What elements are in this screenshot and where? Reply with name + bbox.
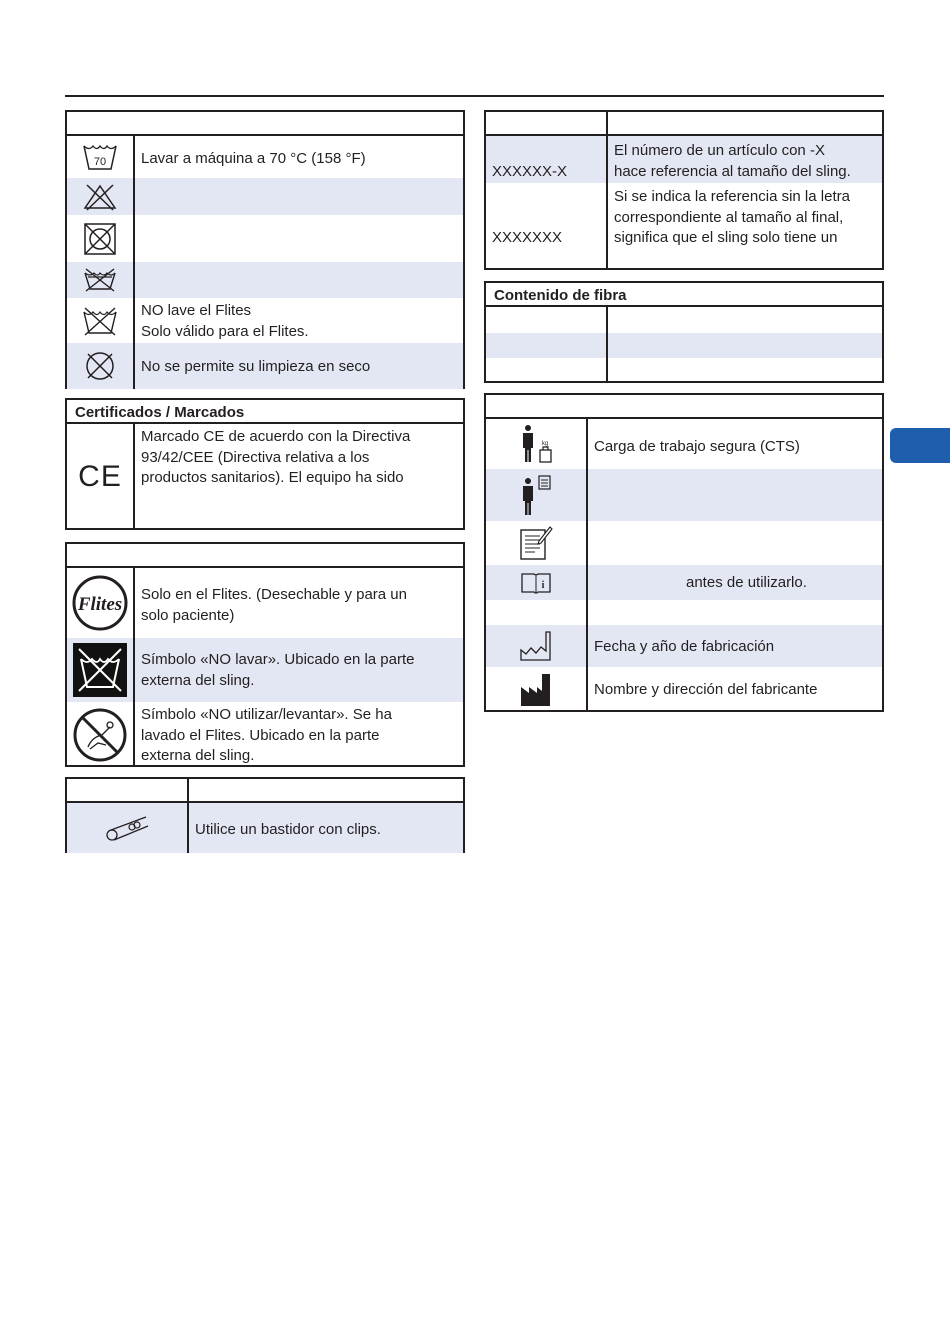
column-divider	[606, 112, 608, 270]
text-line: NO lave el Flites	[141, 302, 252, 319]
svg-text:kg: kg	[541, 441, 549, 447]
text-line: Si se indica la referencia sin la letra	[614, 188, 850, 205]
text-line: productos sanitarios). El equipo ha sido	[141, 469, 404, 486]
no-use-lift-text	[141, 705, 392, 767]
read-ifu-icon	[486, 565, 586, 600]
ce-mark-text: CE	[78, 460, 122, 493]
certificates-table	[65, 398, 465, 530]
flites-logo-icon	[67, 568, 133, 638]
patient-name-icon	[486, 469, 586, 521]
text-line: Lavar a máquina a 70 °C (158 °F)	[141, 150, 366, 167]
table-row	[486, 333, 882, 358]
text-line: Símbolo «NO lavar». Ubicado en la parte	[141, 651, 415, 668]
no-wash-icon	[67, 298, 133, 343]
no-bleach-icon	[67, 178, 133, 215]
ce-mark-icon	[67, 424, 133, 530]
flites-header	[67, 544, 463, 568]
column-divider	[187, 779, 189, 853]
text-line: Carga de trabajo segura (CTS)	[594, 438, 800, 455]
svg-text:70: 70	[93, 156, 107, 168]
fiber-header: Contenido de fibra	[486, 283, 882, 307]
manufacturer-text	[594, 680, 817, 701]
article-header	[486, 112, 882, 136]
text-line: antes de utilizarlo.	[686, 574, 807, 591]
no-wash-text	[141, 301, 309, 342]
flites-table	[65, 542, 465, 767]
article-code: XXXXXX-X	[492, 163, 568, 180]
chapter-tab	[890, 428, 950, 463]
text-line: Símbolo «NO utilizar/levantar». Se ha	[141, 706, 392, 723]
manufacture-date-text	[594, 637, 774, 658]
symbols-header	[486, 395, 882, 419]
article-code: XXXXXXX	[492, 229, 563, 246]
text-line: correspondiente al tamaño al final,	[614, 208, 844, 226]
care-table	[65, 110, 465, 389]
symbols-table	[484, 393, 884, 712]
table-row	[486, 307, 882, 333]
text-line: Solo en el Flites. (Desechable y para un	[141, 586, 407, 603]
text-line: hace referencia al tamaño del sling.	[614, 162, 851, 180]
svg-text:i: i	[541, 579, 545, 591]
text-line: 93/42/CEE (Directiva relativa a los	[141, 448, 370, 466]
safe-working-load-icon	[486, 419, 586, 469]
record-icon	[486, 521, 586, 565]
column-divider	[133, 424, 135, 530]
manufacturer-icon	[486, 667, 586, 712]
text-line: El número de un artículo con -X	[614, 142, 825, 159]
wash-70-icon	[67, 136, 133, 178]
article-table	[484, 110, 884, 270]
column-divider	[586, 419, 588, 712]
safe-working-load-text	[594, 437, 800, 458]
certificates-text	[141, 427, 410, 489]
table-row	[486, 358, 882, 383]
no-wash-inverted-text	[141, 650, 414, 691]
clip-text	[195, 820, 381, 841]
text-line: Nombre y dirección del fabricante	[594, 681, 818, 698]
no-dry-clean-text	[141, 357, 370, 378]
column-divider	[606, 307, 608, 383]
svg-text:Flites: Flites	[77, 594, 123, 615]
text-line: significa que el sling solo tiene un	[614, 229, 838, 246]
text-line: solo paciente)	[141, 606, 235, 624]
text-line: Utilice un bastidor con clips.	[195, 821, 381, 838]
fiber-table	[484, 281, 884, 383]
top-rule	[65, 95, 884, 97]
no-wash-inverted-icon	[67, 638, 133, 702]
text-line: Marcado CE de acuerdo con la Directiva	[141, 428, 411, 445]
flites-text	[141, 585, 407, 626]
article-desc	[614, 141, 851, 182]
column-divider	[133, 136, 135, 389]
text-line: externa del sling.	[141, 747, 255, 764]
certificates-header: Certificados / Marcados	[67, 400, 463, 424]
column-divider	[133, 568, 135, 767]
no-tumble-dry-icon	[67, 215, 133, 262]
no-dry-clean-icon	[67, 343, 133, 389]
text-line: lavado el Flites. Ubicado en la parte	[141, 726, 380, 744]
clip-header	[67, 779, 463, 803]
text-line: externa del sling.	[141, 671, 255, 689]
text-line: Solo válido para el Flites.	[141, 322, 309, 340]
article-desc	[614, 187, 850, 249]
read-ifu-text	[686, 573, 807, 594]
clip-spreader-icon	[67, 803, 187, 853]
manufacture-date-icon	[486, 625, 586, 667]
table-row	[486, 600, 882, 625]
no-iron-icon	[67, 262, 133, 298]
wash-70-text	[141, 149, 366, 170]
text-line: No se permite su limpieza en seco	[141, 358, 371, 375]
no-use-lift-icon	[67, 702, 133, 767]
care-table-header	[67, 112, 463, 136]
clip-table	[65, 777, 465, 853]
text-line: Fecha y año de fabricación	[594, 638, 775, 655]
